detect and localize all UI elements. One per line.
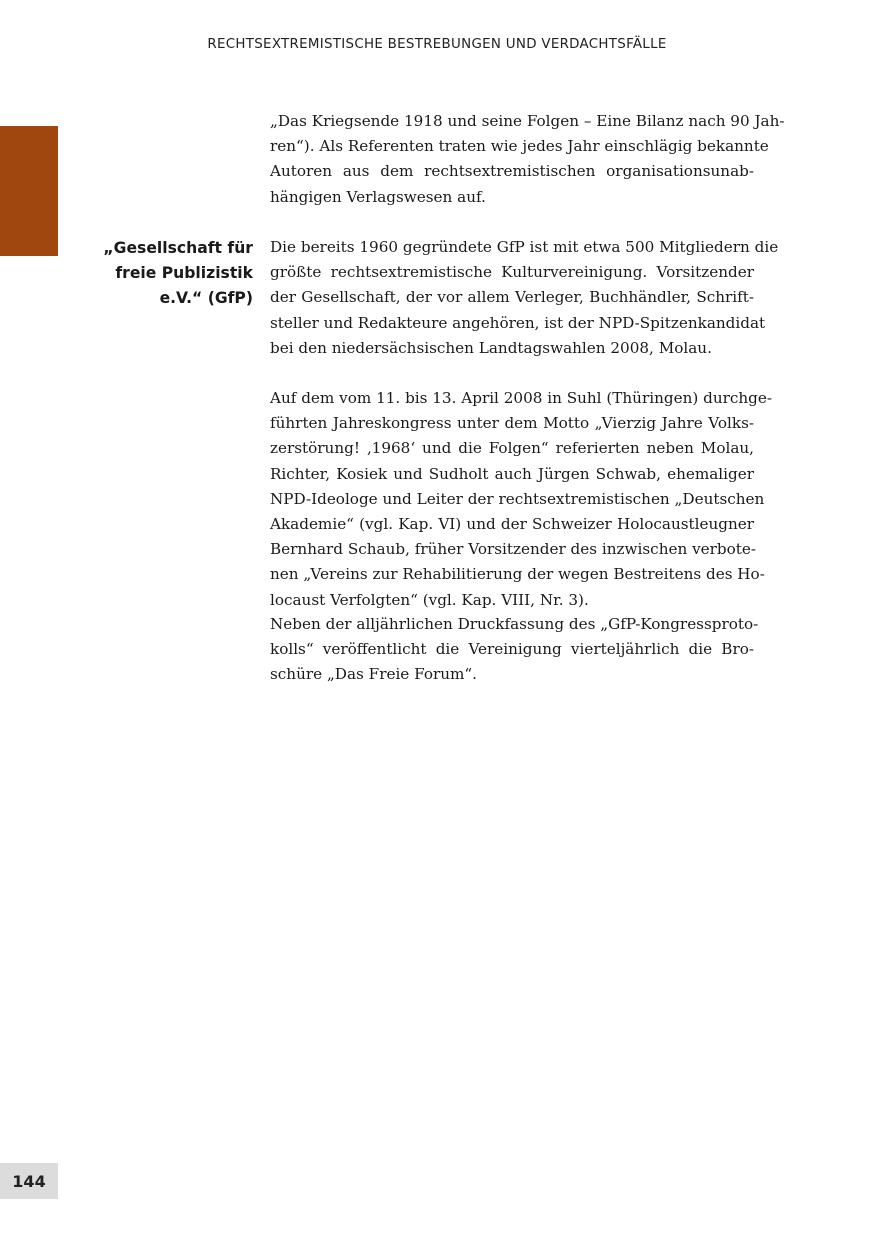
paragraph-publications — [270, 612, 759, 688]
running-header: RECHTSEXTREMISTISCHE BESTREBUNGEN UND VERDACHTSFÄLLE — [207, 37, 667, 52]
text-line: NPD-Ideologe und Leiter der rechtsextremistischen „Deutschen — [270, 489, 765, 508]
text-line: Neben der alljährlichen Druckfassung des „GfP-Kongressproto- — [270, 615, 759, 633]
text-line: nen „Vereins zur Rehabilitierung der wegen Bestreitens des Ho- — [270, 565, 765, 584]
side-heading-line: „Gesellschaft für — [103, 239, 253, 257]
text-line: steller und Redakteure angehören, ist der NPD-Spitzenkandidat — [270, 313, 766, 332]
page-number: 144 — [0, 1163, 58, 1199]
text-line: führten Jahreskongress unter dem Motto „Vierzig Jahre Volks- — [270, 414, 754, 433]
text-line: schüre „Das Freie Forum“. — [270, 665, 478, 684]
text-line: Auf dem vom 11. bis 13. April 2008 in Suhl (Thüringen) durchge- — [270, 389, 772, 407]
paragraph-intro-continuation — [270, 109, 785, 210]
text-line: Akademie“ (vgl. Kap. VI) und der Schweizer Holocaustleugner — [270, 515, 754, 534]
text-line: Bernhard Schaub, früher Vorsitzender des inzwischen verbote- — [270, 540, 756, 559]
paragraph-congress — [270, 386, 772, 613]
section-side-heading — [60, 236, 253, 312]
text-line: „Das Kriegsende 1918 und seine Folgen – Eine Bilanz nach 90 Jah- — [270, 112, 785, 130]
text-line: ren“). Als Referenten traten wie jedes Jahr einschlägig bekannte — [270, 137, 769, 156]
side-heading-line: freie Publizistik — [115, 264, 253, 283]
paragraph-gfp-overview — [270, 235, 779, 361]
text-line: Die bereits 1960 gegründete GfP ist mit etwa 500 Mitgliedern die — [270, 238, 779, 256]
text-line: hängigen Verlagswesen auf. — [270, 187, 486, 206]
text-line: größte rechtsextremistische Kulturvereinigung. Vorsitzender — [270, 263, 754, 282]
text-line: locaust Verfolgten“ (vgl. Kap. VIII, Nr. 3). — [270, 590, 589, 609]
text-line: Autoren aus dem rechtsextremistischen organisationsunab- — [270, 162, 754, 181]
text-line: Richter, Kosiek und Sudholt auch Jürgen Schwab, ehemaliger — [270, 464, 754, 483]
text-line: der Gesellschaft, der vor allem Verleger, Buchhändler, Schrift- — [270, 288, 754, 307]
side-heading-line: e.V.“ (GfP) — [159, 289, 253, 308]
text-line: bei den niedersächsischen Landtagswahlen 2008, Molau. — [270, 338, 712, 357]
chapter-edge-tab — [0, 126, 58, 256]
text-line: kolls“ veröffentlicht die Vereinigung vierteljährlich die Bro- — [270, 640, 754, 659]
text-line: zerstörung! ‚1968‘ und die Folgen“ referierten neben Molau, — [270, 439, 754, 458]
